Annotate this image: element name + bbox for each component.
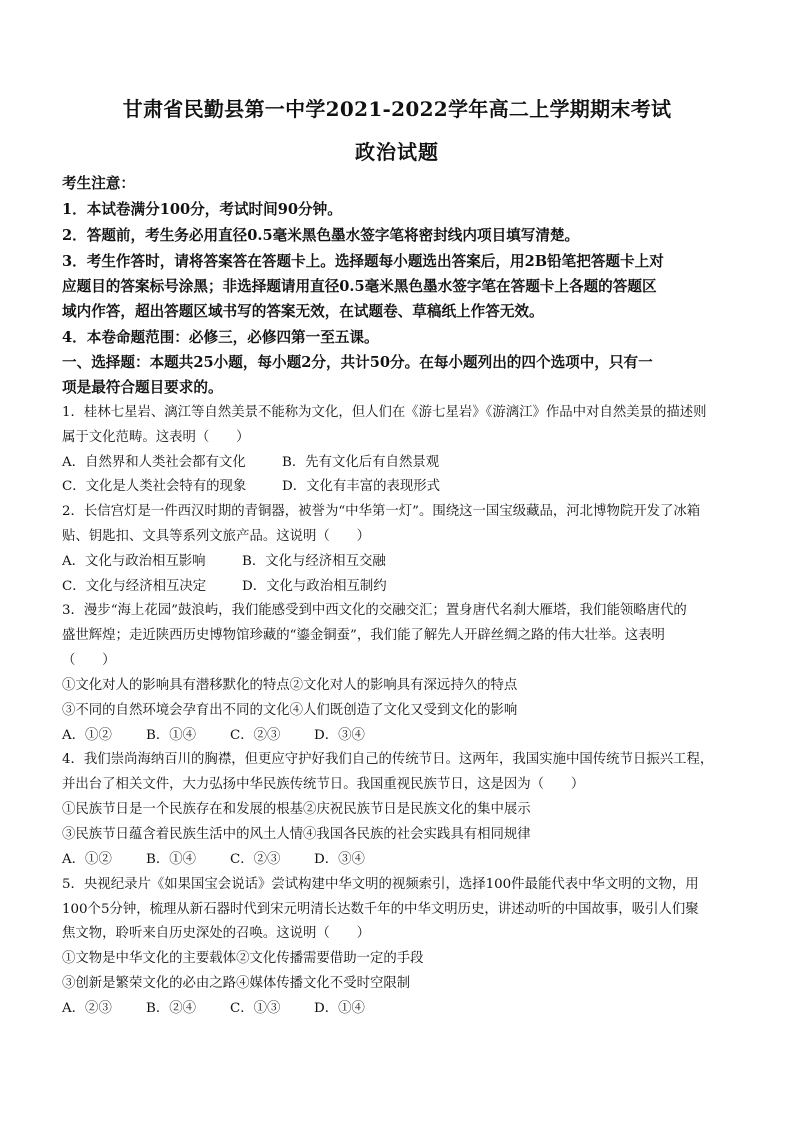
option-b: B．①④ xyxy=(146,728,197,743)
question-4-stem: 并出台了相关文件，大力弘扬中华民族传统节日。我国重视民族节日，这是因为（ ） xyxy=(62,777,585,792)
question-3-stem: （ ） xyxy=(62,653,116,668)
option-c: C．②③ xyxy=(230,728,281,743)
question-5-stem: 焦文物，聆听来自历史深处的召唤。这说明（ ） xyxy=(62,926,370,941)
option-a: A．②③ xyxy=(62,1001,112,1016)
question-4-statement: ①民族节日是一个民族存在和发展的根基②庆祝民族节日是民族文化的集中展示 xyxy=(62,802,531,817)
option-c: C．①③ xyxy=(230,1001,281,1016)
option-a: A．文化与政治相互影响 xyxy=(62,554,206,569)
option-b: B．文化与经济相互交融 xyxy=(242,554,386,569)
option-d: D．③④ xyxy=(314,852,365,867)
option-b: B．①④ xyxy=(146,852,197,867)
option-a: A．自然界和人类社会都有文化 xyxy=(62,455,246,470)
question-4-stem: 4．我们崇尚海纳百川的胸襟，但更应守护好我们自己的传统节日。这两年，我国实施中国传统节日振兴工程， xyxy=(62,752,714,767)
option-d: D．①④ xyxy=(314,1001,365,1016)
question-3-stem: 盛世辉煌；走近陕西历史博物馆珍藏的“鎏金铜蚕”，我们能了解先人开辟丝绸之路的伟大壮举。这表明 xyxy=(62,628,665,643)
option-c: C．文化是人类社会特有的现象 xyxy=(62,479,247,494)
question-2-stem: 贴、钥匙扣、文具等系列文旅产品。这说明（ ） xyxy=(62,529,370,544)
question-4-statement: ③民族节日蕴含着民族生活中的风土人情④我国各民族的社会实践具有相同规律 xyxy=(62,827,531,842)
option-c: C．②③ xyxy=(230,852,281,867)
option-d: D．文化与政治相互制约 xyxy=(242,579,387,594)
option-b: B．②④ xyxy=(146,1001,197,1016)
option-a: A．①② xyxy=(62,728,112,743)
notice-item: 1．本试卷满分100分，考试时间90分钟。 xyxy=(62,201,342,218)
notice-item: 3．考生作答时，请将答案答在答题卡上。选择题每小题选出答案后，用2B铅笔把答题卡上对 xyxy=(62,253,664,270)
notice-heading: 考生注意： xyxy=(62,175,135,192)
section-heading-cont: 项是最符合题目要求的。 xyxy=(62,379,223,396)
option-c: C．文化与经济相互决定 xyxy=(62,579,207,594)
notice-item: 应题目的答案标号涂黑；非选择题请用直径0.5毫米黑色墨水签字笔在答题卡上各题的答题区 xyxy=(62,278,657,295)
option-a: A．①② xyxy=(62,852,112,867)
question-2-options-row xyxy=(62,550,386,569)
question-5-statement: ③创新是繁荣文化的必由之路④媒体传播文化不受时空限制 xyxy=(62,976,411,991)
exam-title: 甘肃省民勤县第一中学2021-2022学年高二上学期期末考试 xyxy=(122,97,672,121)
question-1-stem: 属于文化范畴。这表明（ ） xyxy=(62,430,250,445)
question-3-statement: ③不同的自然环境会孕育出不同的文化④人们既创造了文化又受到文化的影响 xyxy=(62,703,518,718)
question-3-stem: 3．漫步“海上花园”鼓浪屿，我们能感受到中西文化的交融交汇；置身唐代名刹大雁塔，我们能领略唐代的 xyxy=(62,603,687,618)
option-d: D．文化有丰富的表现形式 xyxy=(282,479,441,494)
question-1-options-row xyxy=(62,451,439,470)
question-3-statement: ①文化对人的影响具有潜移默化的特点②文化对人的影响具有深远持久的特点 xyxy=(62,678,518,693)
question-1-options-row xyxy=(62,475,440,494)
question-5-stem: 100个5分钟，梳理从新石器时代到宋元明清长达数千年的中华文明历史，讲述动听的中国故事，吸引人们聚 xyxy=(62,902,699,917)
question-5-options-row xyxy=(62,997,365,1016)
notice-item: 2．答题前，考生务必用直径0.5毫米黑色墨水签字笔将密封线内项目填写清楚。 xyxy=(62,227,580,244)
subject-title: 政治试题 xyxy=(355,140,439,164)
option-d: D．③④ xyxy=(314,728,365,743)
question-2-stem: 2．长信宫灯是一件西汉时期的青铜器，被誉为“中华第一灯”。围绕这一国宝级藏品，河北博物院开发了冰箱 xyxy=(62,504,701,519)
question-2-options-row xyxy=(62,575,387,594)
notice-item: 4．本卷命题范围：必修三，必修四第一至五课。 xyxy=(62,329,379,346)
question-1-stem: 1．桂林七星岩、漓江等自然美景不能称为文化，但人们在《游七星岩》《游漓江》作品中对自然美景的描述则 xyxy=(62,405,707,420)
question-4-options-row xyxy=(62,848,365,867)
question-5-stem: 5．央视纪录片《如果国宝会说话》尝试构建中华文明的视频索引，选择100件最能代表中华文明的文物，用 xyxy=(62,877,699,892)
option-b: B．先有文化后有自然景观 xyxy=(282,455,440,470)
section-heading: 一、选择题：本题共25小题，每小题2分，共计50分。在每小题列出的四个选项中，只有一 xyxy=(62,354,653,371)
question-5-statement: ①文物是中华文化的主要载体②文化传播需要借助一定的手段 xyxy=(62,951,424,966)
question-3-options-row xyxy=(62,724,365,743)
notice-item: 域内作答，超出答题区域书写的答案无效，在试题卷、草稿纸上作答无效。 xyxy=(62,303,544,320)
